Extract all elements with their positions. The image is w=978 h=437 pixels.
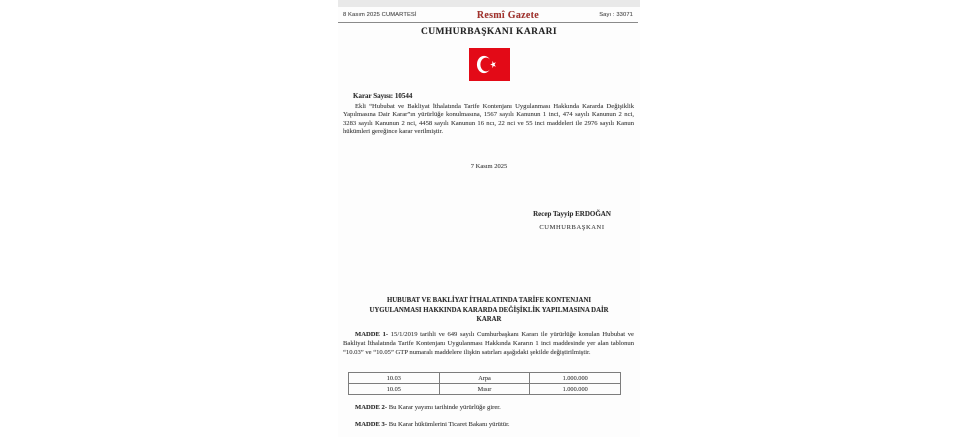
- gazette-document: [338, 0, 640, 437]
- decision-number: Karar Sayısı: 10544: [353, 92, 413, 100]
- decree-title: [338, 296, 640, 325]
- table-cell-product: Mısır: [439, 384, 530, 395]
- gazette-date: 8 Kasım 2025 CUMARTESİ: [343, 12, 417, 18]
- article-2: [343, 404, 634, 412]
- article-2-label: MADDE 2-: [355, 404, 388, 411]
- table-cell-quota: 1.000.000: [530, 384, 621, 395]
- decision-preamble: Ekli “Hububat ve Bakliyat İthalatında Tarife Kontenjanı Uygulanması Hakkında Kararda Değişiklik Yapılmasına Dair Karar”ın yürürlüğe konulmasına, 1567 sayılı Kanunun 1 inci, 474 sayılı Kanunun 2 nci, 3283 sayılı Kanunun 2 nci, 4458 sayılı Kanunun 16 ncı, 22 nci ve 55 inci maddeleri ile 2976 sayılı Kanun hükümleri gereğince karar verilmiştir.: [343, 103, 634, 135]
- table-row: [349, 384, 621, 395]
- decree-title-line: HUBUBAT VE BAKLİYAT İTHALATINDA TARİFE KONTENJANI: [386, 297, 592, 304]
- table-cell-product: Arpa: [439, 373, 530, 384]
- table-cell-gtp: 10.03: [349, 373, 440, 384]
- signature-name: Recep Tayyip ERDOĞAN: [533, 210, 611, 218]
- scan-top-strip: [338, 0, 640, 7]
- article-1: [343, 330, 634, 358]
- tariff-quota-table: [348, 372, 621, 395]
- decision-heading: CUMHURBAŞKANI KARARI: [421, 27, 557, 37]
- masthead-divider: [338, 22, 638, 23]
- turkish-flag-icon: [469, 48, 510, 81]
- gazette-issue-number: Sayı : 33071: [599, 12, 633, 18]
- table-row: [349, 373, 621, 384]
- article-3-text: Bu Karar hükümlerini Ticaret Bakanı yürütür.: [387, 421, 510, 428]
- decision-date: 7 Kasım 2025: [470, 163, 508, 170]
- decree-title-line: KARAR: [476, 316, 502, 323]
- article-3: [343, 421, 634, 429]
- gazette-title: Resmî Gazete: [476, 9, 540, 21]
- table-cell-quota: 1.000.000: [530, 373, 621, 384]
- article-1-label: MADDE 1-: [355, 331, 389, 338]
- article-1-text: 15/1/2019 tarihli ve 649 sayılı Cumhurbaşkanı Kararı ile yürürlüğe konulan Hububat ve Bakliyat İthalatında Tarife Kontenjanı Uygulanması Hakkında Kararın 1 inci maddesinde yer alan tablonun “10.03” ve “10.05” GTP numaralı maddelere ilişkin satırları aşağıdaki şekilde değiştirilmiştir.: [343, 331, 634, 357]
- table-cell-gtp: 10.05: [349, 384, 440, 395]
- signature-title: CUMHURBAŞKANI: [539, 224, 605, 231]
- decree-title-line: UYGULANMASI HAKKINDA KARARDA DEĞİŞİKLİK YAPILMASINA DAİR: [369, 306, 609, 314]
- signature-block: [502, 210, 642, 231]
- article-3-label: MADDE 3-: [355, 421, 388, 428]
- article-2-text: Bu Karar yayımı tarihinde yürürlüğe girer.: [387, 404, 501, 411]
- gazette-masthead: [343, 8, 633, 22]
